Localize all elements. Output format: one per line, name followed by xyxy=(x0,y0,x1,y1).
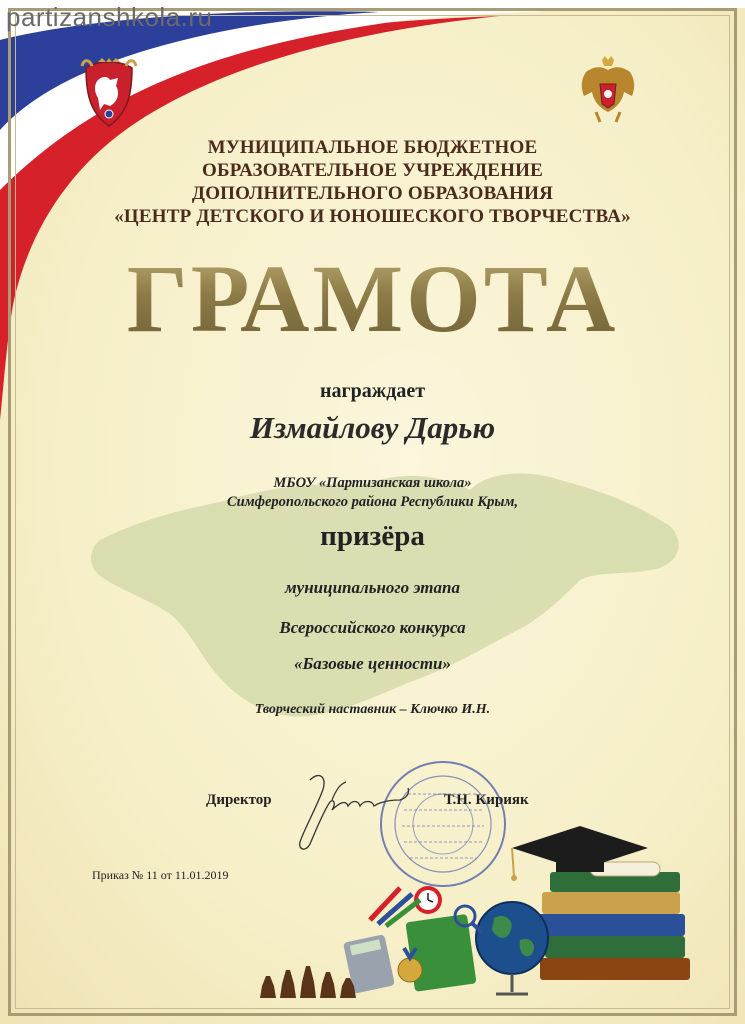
crimea-coat-of-arms-icon xyxy=(78,58,140,130)
school-supplies-illustration-icon xyxy=(250,808,710,1008)
watermark: partizanshkola.ru xyxy=(6,2,213,32)
school-line-1: МБОУ «Партизанская школа» xyxy=(273,475,472,491)
award-status: призёра xyxy=(320,520,425,552)
organization-name xyxy=(0,136,745,228)
certificate-title: ГРАМОТА xyxy=(0,244,745,354)
recipient-school xyxy=(0,474,745,512)
event-contest-name: «Базовые ценности» xyxy=(294,654,451,673)
school-line-2: Симферопольского района Республики Крым, xyxy=(226,494,519,510)
organization-line-3: ДОПОЛНИТЕЛЬНОГО ОБРАЗОВАНИЯ xyxy=(191,183,554,204)
recipient-name: Измайлову Дарью xyxy=(249,410,496,445)
mentor-line: Творческий наставник – Ключко И.Н. xyxy=(254,702,491,717)
russia-coat-of-arms-icon xyxy=(576,56,640,126)
director-name: Т.Н. Кирияк xyxy=(444,792,529,808)
organization-line-4: «ЦЕНТР ДЕТСКОГО И ЮНОШЕСКОГО ТВОРЧЕСТВА» xyxy=(114,206,631,227)
organization-line-2: ОБРАЗОВАТЕЛЬНОЕ УЧРЕЖДЕНИЕ xyxy=(201,160,544,181)
event-contest: Всероссийского конкурса xyxy=(279,618,466,637)
director-label: Директор xyxy=(206,792,272,808)
awards-label: награждает xyxy=(319,380,426,402)
organization-line-1: МУНИЦИПАЛЬНОЕ БЮДЖЕТНОЕ xyxy=(207,137,538,158)
event-stage: муниципального этапа xyxy=(285,578,460,597)
order-reference: Приказ № 11 от 11.01.2019 xyxy=(92,868,229,882)
